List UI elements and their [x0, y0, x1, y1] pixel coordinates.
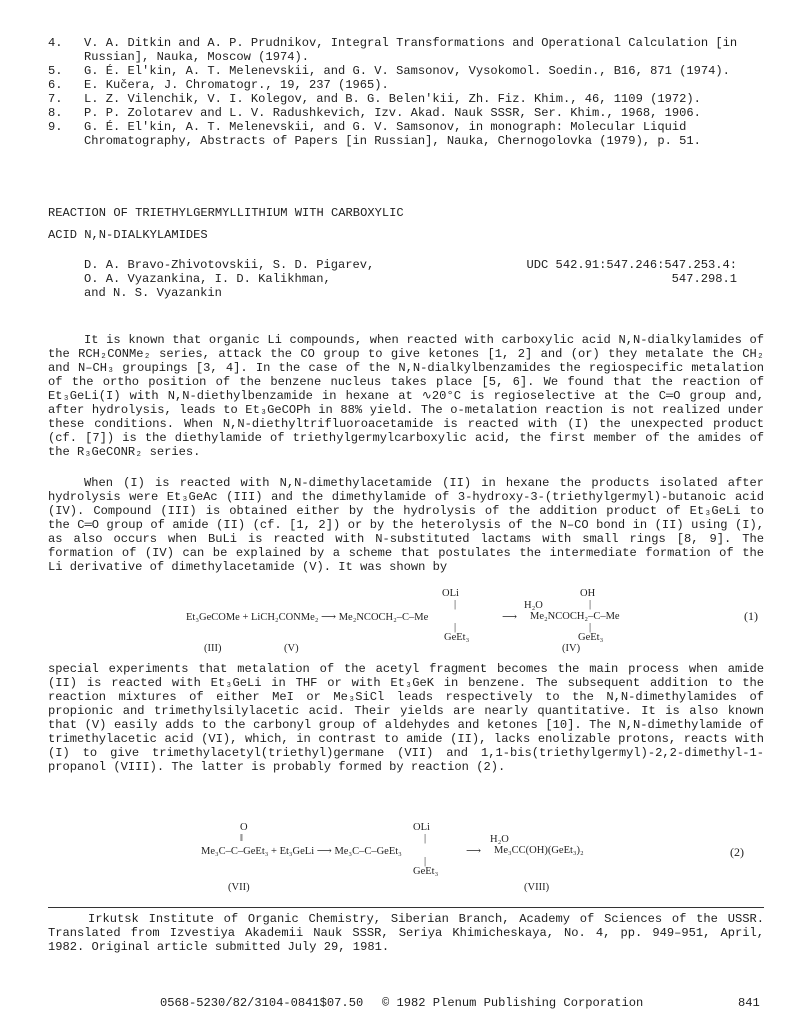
reference-text: E. Kučera, J. Chromatogr., 19, 237 (1965).: [84, 78, 389, 92]
eq1-geet3-label: GeEt₃: [444, 632, 470, 643]
reference-number: 5.: [48, 64, 63, 78]
eq1-bond-vertical-2: |: [589, 599, 592, 610]
reference-text: P. P. Zolotarev and L. V. Radushkevich, Izv. Akad. Nauk SSSR, Ser. Khim., 1968, 1906.: [84, 106, 701, 120]
reference-list: [48, 36, 778, 148]
eq1-label-iv: (IV): [562, 643, 581, 654]
reference-number: 6.: [48, 78, 63, 92]
reference-text: V. A. Ditkin and A. P. Prudnikov, Integral Transformations and Operational Calculation [in Russian], Nauka, Moscow (1974).: [84, 36, 738, 64]
eq1-label-v: (V): [284, 643, 299, 654]
reference-item: [48, 78, 778, 92]
body-paragraph-2: When (I) is reacted with N,N-dimethylacetamide (II) in hexane the products isolated after hydrolysis were Et₃GeAc (III) and the dimethylamide of 3-hydroxy-3-(triethylgermyl)-butanoic acid (IV). Compound (III) is obtained either by the hydrolysis of the addition product of Et₃GeLi to the C═O group of amide (II) (cf. [1, 2]) or by the heterolysis of the N–CO bond in (II) using (I), as also occurs when BuLi is reacted with N-substituted lactams with small rings [8, 9]. The formation of (IV) can be explained by a scheme that postulates the intermediate formation of the Li derivative of dimethylacetamide (V). It was shown by: [48, 476, 764, 574]
body-paragraph-3: special experiments that metalation of the acetyl fragment becomes the main process when amide (II) is reacted with Et₃GeLi in THF or with Et₃GeK in benzene. The subsequent addition to the reaction mixtures of either MeI or Me₃SiCl leads respectively to the N,N-dimethylamides of propionic and trimethylsilylacetic acid. Their yields are nearly quantitative. It is also known that (V) easily adds to the carbonyl group of aldehydes and ketones [10]. The N,N-dimethylamide of trimethylacetic acid (VI), which, in contrast to amide (II), lacks enolizable protons, reacts with (I) to give trimethylacetyl(triethyl)germane (VII) and 1,1-bis(triethylgermyl)-2,2-dimethyl-1-propanol (VIII). The latter is probably formed by reaction (2).: [48, 662, 764, 774]
reference-item: [48, 64, 778, 78]
author-line: D. A. Bravo-Zhivotovskii, S. D. Pigarev,: [84, 258, 375, 272]
eq1-number: (1): [744, 609, 758, 623]
reference-number: 7.: [48, 92, 63, 106]
footnote-divider: [48, 907, 764, 908]
body-paragraph-1: It is known that organic Li compounds, when reacted with carboxylic acid N,N-dialkylamides of the RCH₂CONMe₂ series, attack the CO group to give ketones [1, 2] and (or) they metalate the CH₂ and N–CH₃ groupings [3, 4]. In the case of the N,N-dialkylbenzamides the regiospecific metalation of the ortho position of the benzene nucleus takes place [5, 6]. We found that the reaction of Et₃GeLi(I) with N,N-diethylbenzamide in hexane at ∿20°C is regioselective at the C═O group and, after hydrolysis, leads to Et₃GeCOPh in 88% yield. The o-metalation reaction is not realized under these conditions. When N,N-diethyltrifluoroacetamide is reacted with (I) the unexpected product (cf. [7]) is the diethylamide of triethylgermylcarboxylic acid, the first member of the amides of the R₃GeCONR₂ series.: [48, 333, 764, 459]
eq1-bond-vertical: |: [454, 599, 457, 610]
footer-code: 0568-5230/82/3104-0841$07.50: [160, 996, 364, 1010]
eq2-reactants: Me₃C–C–GeEt₃ + Et₃GeLi ⟶ Me₃C–C–GeEt₃: [201, 846, 402, 857]
reference-item: [48, 92, 778, 106]
reference-item: [48, 120, 778, 148]
eq2-geet3-label: GeEt₃: [413, 866, 439, 877]
footnote: Irkutsk Institute of Organic Chemistry, Siberian Branch, Academy of Sciences of the USSR. Translated from Izvestiya Akademii Nauk SSSR, Seriya Khimicheskaya, No. 4, pp. 949–951, April, 1982. Original article submitted July 29, 1981.: [48, 912, 764, 954]
udc-line-1: UDC 542.91:547.246:547.253.4:: [526, 258, 737, 272]
eq2-label-viii: (VIII): [524, 882, 550, 893]
eq1-oli-label: OLi: [442, 588, 459, 599]
eq2-bond-vertical-2: |: [424, 856, 427, 867]
reference-number: 4.: [48, 36, 63, 50]
eq1-label-iii: (III): [204, 643, 222, 654]
eq2-label-vii: (VII): [228, 882, 250, 893]
page-number: 841: [738, 996, 760, 1010]
reference-text: G. É. El'kin, A. T. Melenevskii, and G. V. Samsonov, in monograph: Molecular Liquid Chromatography, Abstracts of Papers [in Russian], Nauka, Chernogolovka (1979), p. 51.: [84, 120, 701, 148]
eq1-bond-vertical-3: |: [454, 622, 457, 633]
eq2-arrow: ⟶: [466, 846, 482, 857]
reference-text: G. É. El'kin, A. T. Melenevskii, and G. V. Samsonov, Vysokomol. Soedin., B16, 871 (1974).: [84, 64, 730, 78]
eq2-o-label: O: [240, 822, 248, 833]
footer-copyright: © 1982 Plenum Publishing Corporation: [382, 996, 644, 1010]
eq1-product: Me₂NCOCH₂–C–Me: [530, 611, 620, 622]
udc-code: [527, 258, 737, 286]
reference-item: [48, 106, 778, 120]
reference-text: L. Z. Vilenchik, V. I. Kolegov, and B. G. Belen'kii, Zh. Fiz. Khim., 46, 1109 (1972).: [84, 92, 701, 106]
eq2-number: (2): [730, 845, 744, 859]
article-title-line-2: ACID N,N-DIALKYLAMIDES: [48, 228, 208, 242]
author-line: O. A. Vyazankina, I. D. Kalikhman,: [84, 272, 331, 286]
author-list: [84, 258, 374, 300]
eq1-oh-label: OH: [580, 588, 596, 599]
eq2-oli-label: OLi: [413, 822, 430, 833]
udc-line-2: 547.298.1: [671, 272, 737, 286]
eq1-reactants: Et₃GeCOMe + LiCH₂CONMe₂ ⟶ Me₂NCOCH₂–C–Me: [186, 612, 429, 623]
eq1-arrow: ⟶: [502, 612, 518, 623]
eq1-bond-vertical-4: |: [589, 622, 592, 633]
reference-number: 8.: [48, 106, 63, 120]
reference-number: 9.: [48, 120, 63, 134]
eq1-arrow-label: H₂O: [524, 600, 543, 611]
eq2-bond-vertical: |: [424, 833, 427, 844]
eq1-geet3-label-2: GeEt₃: [578, 632, 604, 643]
eq2-arrow-label: H₂O: [490, 834, 509, 845]
eq2-double-bond: ‖: [240, 833, 243, 844]
article-title-line-1: REACTION OF TRIETHYLGERMYLLITHIUM WITH CARBOXYLIC: [48, 206, 404, 220]
reference-item: [48, 36, 778, 64]
eq2-product: Me₃CC(OH)(GeEt₃)₂: [494, 845, 584, 856]
author-line: and N. S. Vyazankin: [84, 286, 222, 300]
